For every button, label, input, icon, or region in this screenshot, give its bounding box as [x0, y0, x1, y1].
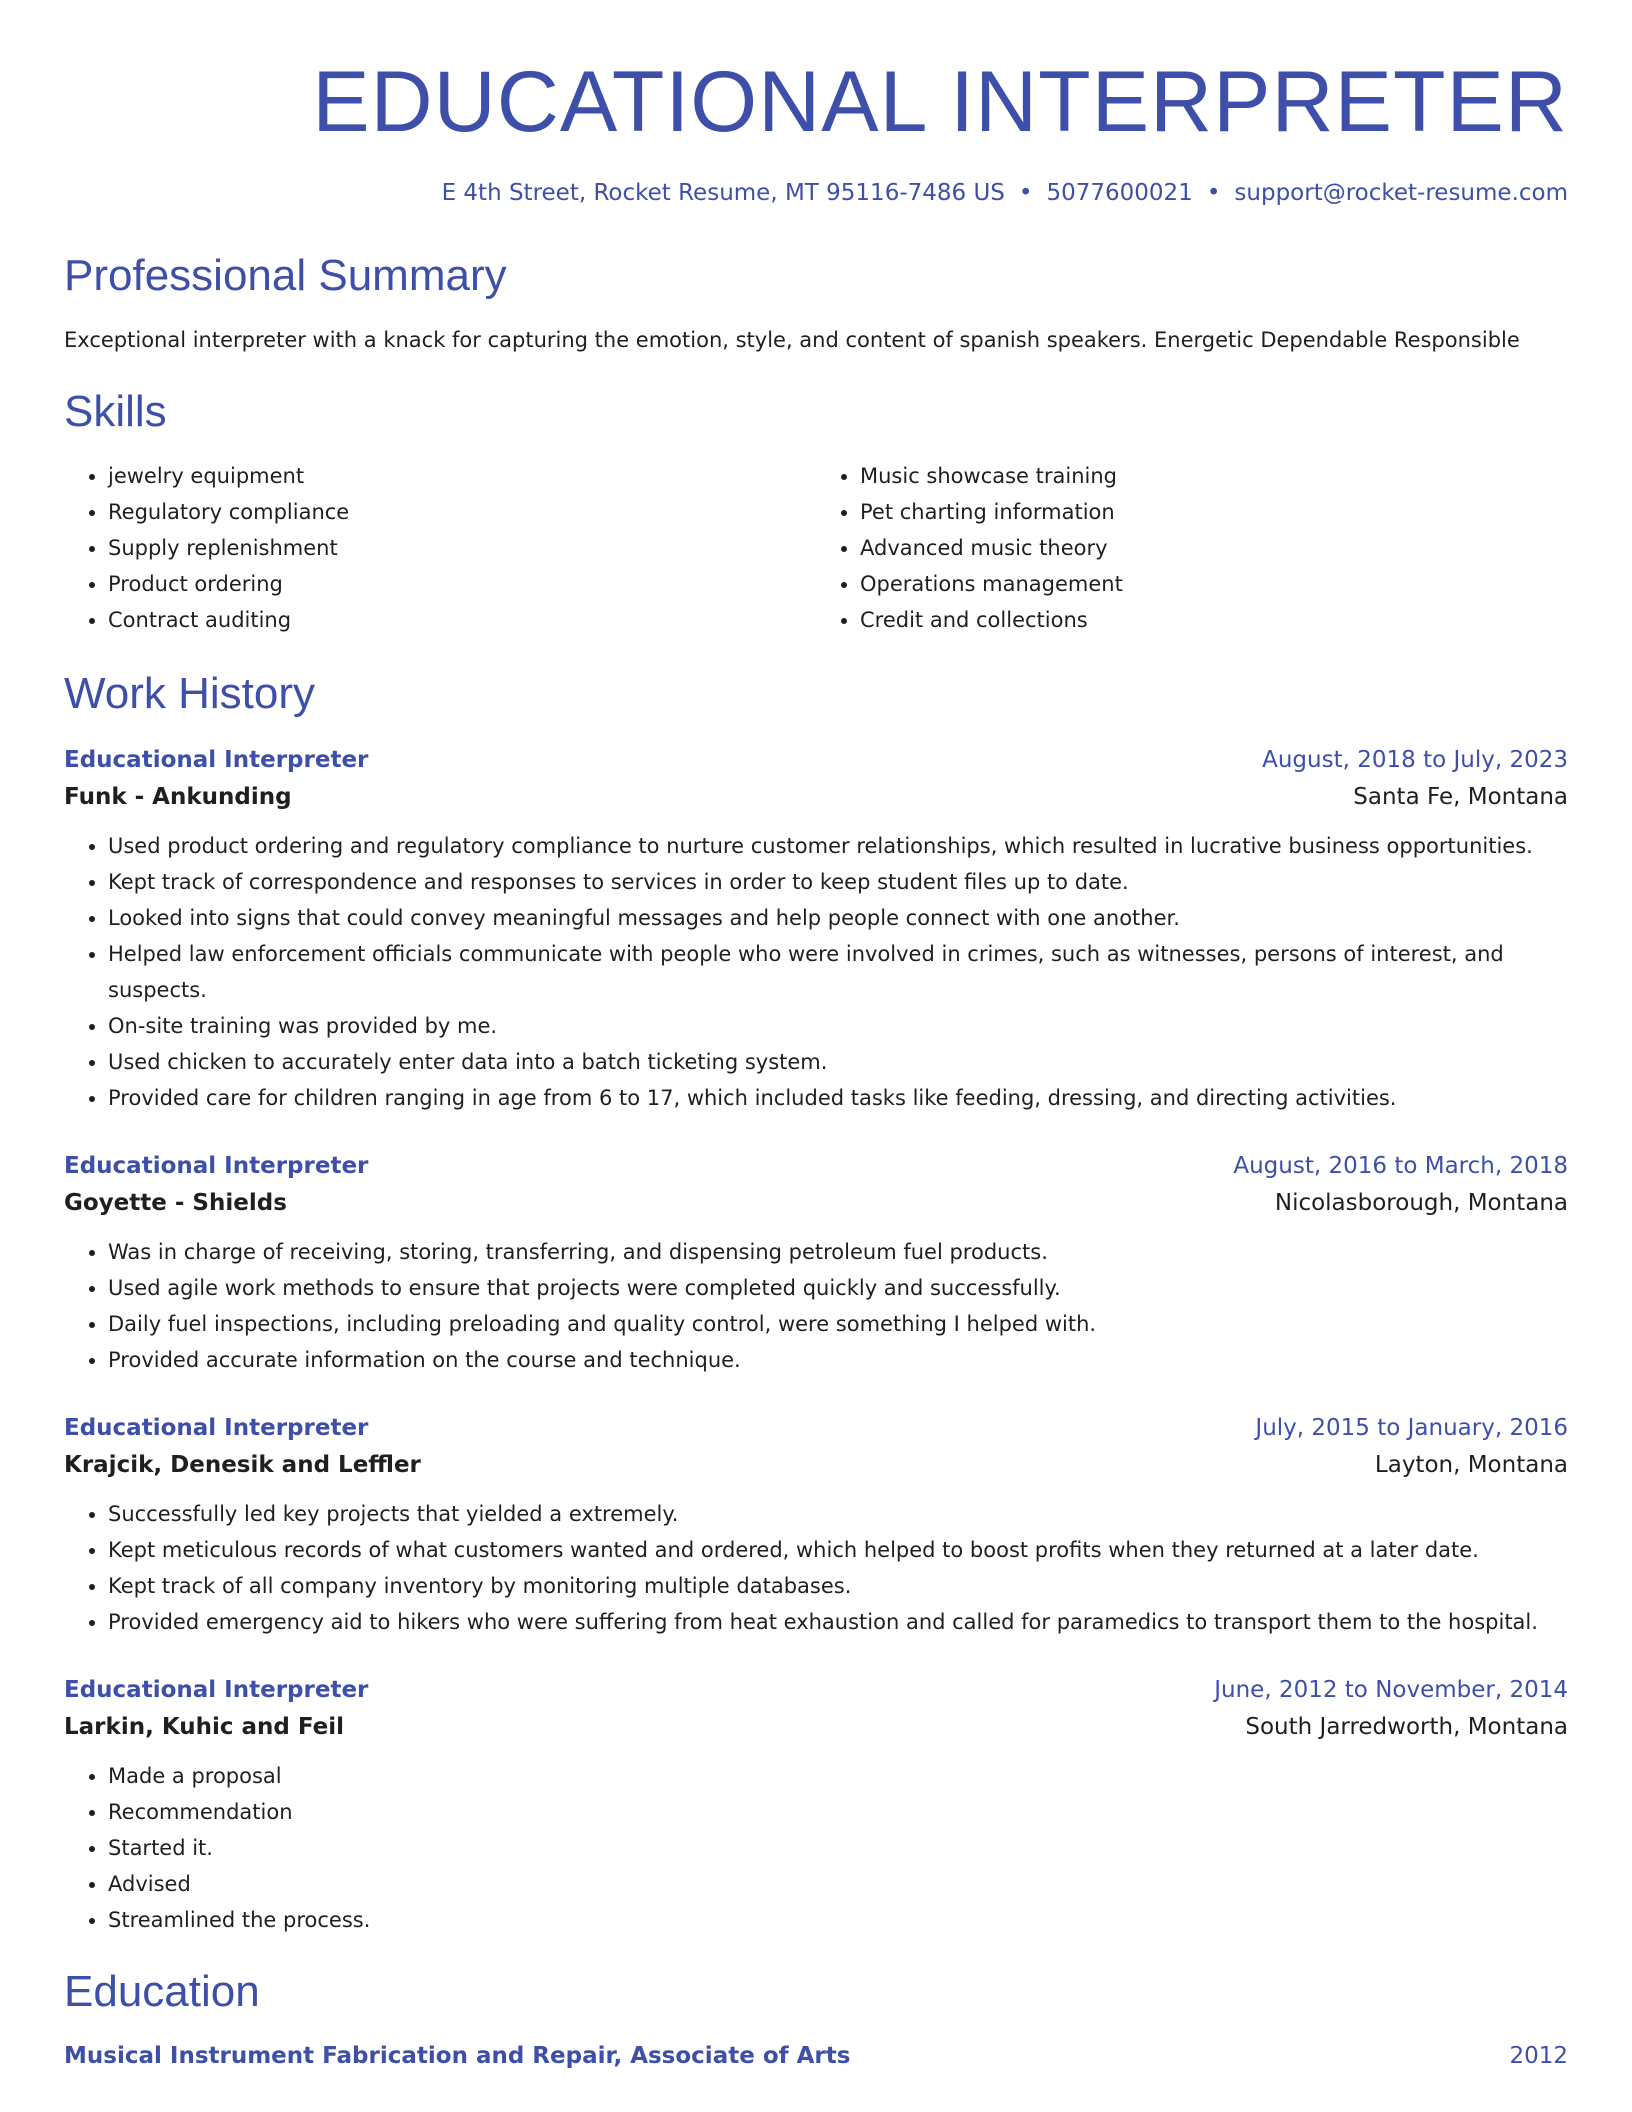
education-degree: Musical Instrument Fabrication and Repair, Associate of Arts [64, 2043, 851, 2069]
resume-page [64, 0, 1568, 2074]
job-bullet: • Provided accurate information on the course and technique. [108, 1342, 1568, 1378]
job-company-row [64, 1184, 1568, 1222]
skill-item: • Supply replenishment [108, 530, 816, 566]
job-bullet: • Recommendation [108, 1794, 1568, 1830]
job-location: South Jarredworth, Montana [1245, 1714, 1568, 1740]
job-dates: August, 2018 to July, 2023 [1262, 747, 1568, 773]
job-bullet: • Streamlined the process. [108, 1902, 1568, 1938]
job-entry [64, 742, 1568, 1116]
job-bullets [64, 1758, 1568, 1938]
job-bullet: • Looked into signs that could convey meaningful messages and help people connect with one another. [108, 900, 1568, 936]
job-company: Funk - Ankunding [64, 784, 292, 810]
job-title: Educational Interpreter [64, 747, 369, 773]
job-company-row [64, 778, 1568, 816]
skills-list-left [64, 458, 816, 638]
contact-line [64, 176, 1568, 210]
job-location: Nicolasborough, Montana [1274, 1190, 1568, 1216]
skill-item: • Regulatory compliance [108, 494, 816, 530]
job-title: Educational Interpreter [64, 1415, 369, 1441]
job-dates: June, 2012 to November, 2014 [1214, 1677, 1568, 1703]
contact-separator: • [1206, 180, 1221, 206]
contact-email[interactable]: support@rocket-resume.com [1234, 180, 1568, 206]
job-bullets [64, 1496, 1568, 1640]
job-title: Educational Interpreter [64, 1153, 369, 1179]
job-bullet: • Helped law enforcement officials communicate with people who were involved in crimes, such as witnesses, persons of interest, and suspects. [108, 936, 1568, 1008]
summary-heading: Professional Summary [64, 251, 507, 300]
skill-item: • Operations management [860, 566, 1568, 602]
job-bullet: • Daily fuel inspections, including preloading and quality control, were something I helped with. [108, 1306, 1568, 1342]
resume-name: EDUCATIONAL INTERPRETER [312, 54, 1568, 150]
job-bullet: • Kept track of correspondence and responses to services in order to keep student files up to date. [108, 864, 1568, 900]
job-bullet: • Used chicken to accurately enter data into a batch ticketing system. [108, 1044, 1568, 1080]
job-bullet: • Used product ordering and regulatory compliance to nurture customer relationships, which resulted in lucrative business opportunities. [108, 828, 1568, 864]
skill-item: • Pet charting information [860, 494, 1568, 530]
job-location: Layton, Montana [1374, 1452, 1568, 1478]
education-heading: Education [64, 1967, 260, 2016]
contact-separator: • [1018, 180, 1033, 206]
contact-address: E 4th Street, Rocket Resume, MT 95116-7486 US [441, 180, 1005, 206]
job-bullet: • Kept meticulous records of what customers wanted and ordered, which helped to boost profits when they returned at a later date. [108, 1532, 1568, 1568]
job-bullet: • Kept track of all company inventory by monitoring multiple databases. [108, 1568, 1568, 1604]
job-company: Goyette - Shields [64, 1190, 287, 1216]
job-company: Krajcik, Denesik and Leffler [64, 1452, 421, 1478]
job-company-row [64, 1708, 1568, 1746]
skill-item: • Credit and collections [860, 602, 1568, 638]
contact-phone: 5077600021 [1046, 180, 1193, 206]
job-bullet: • Advised [108, 1866, 1568, 1902]
job-title: Educational Interpreter [64, 1677, 369, 1703]
job-bullet: • Provided care for children ranging in age from 6 to 17, which included tasks like feeding, dressing, and directing activities. [108, 1080, 1568, 1116]
summary-text: Exceptional interpreter with a knack for capturing the emotion, style, and content of spanish speakers. Energetic Dependable Responsible [64, 328, 1520, 352]
job-bullet: • Was in charge of receiving, storing, transferring, and dispensing petroleum fuel products. [108, 1234, 1568, 1270]
job-dates: August, 2016 to March, 2018 [1233, 1153, 1568, 1179]
job-bullets [64, 828, 1568, 1116]
job-header-row [64, 742, 1568, 778]
job-bullet: • Provided emergency aid to hikers who were suffering from heat exhaustion and called for paramedics to transport them to the hospital. [108, 1604, 1568, 1640]
job-bullet: • Successfully led key projects that yielded a extremely. [108, 1496, 1568, 1532]
job-header-row [64, 1410, 1568, 1446]
job-bullet: • Started it. [108, 1830, 1568, 1866]
job-header-row [64, 1148, 1568, 1184]
education-year: 2012 [1509, 2043, 1568, 2069]
job-entry [64, 1148, 1568, 1378]
work-history-heading: Work History [64, 669, 315, 718]
skill-item: • Product ordering [108, 566, 816, 602]
skill-item: • Music showcase training [860, 458, 1568, 494]
skill-item: • Advanced music theory [860, 530, 1568, 566]
job-location: Santa Fe, Montana [1353, 784, 1568, 810]
skills-columns [64, 458, 1568, 638]
job-entry [64, 1672, 1568, 1938]
job-dates: July, 2015 to January, 2016 [1255, 1415, 1568, 1441]
job-company: Larkin, Kuhic and Feil [64, 1714, 345, 1740]
skill-item: • Contract auditing [108, 602, 816, 638]
job-bullet: • Used agile work methods to ensure that projects were completed quickly and successfully. [108, 1270, 1568, 1306]
skill-item: • jewelry equipment [108, 458, 816, 494]
job-company-row [64, 1446, 1568, 1484]
job-entry [64, 1410, 1568, 1640]
education-entry [64, 2038, 1568, 2074]
job-bullets [64, 1234, 1568, 1378]
job-bullet: • On-site training was provided by me. [108, 1008, 1568, 1044]
job-header-row [64, 1672, 1568, 1708]
skills-heading: Skills [64, 387, 167, 436]
skills-list-right [816, 458, 1568, 638]
job-bullet: • Made a proposal [108, 1758, 1568, 1794]
